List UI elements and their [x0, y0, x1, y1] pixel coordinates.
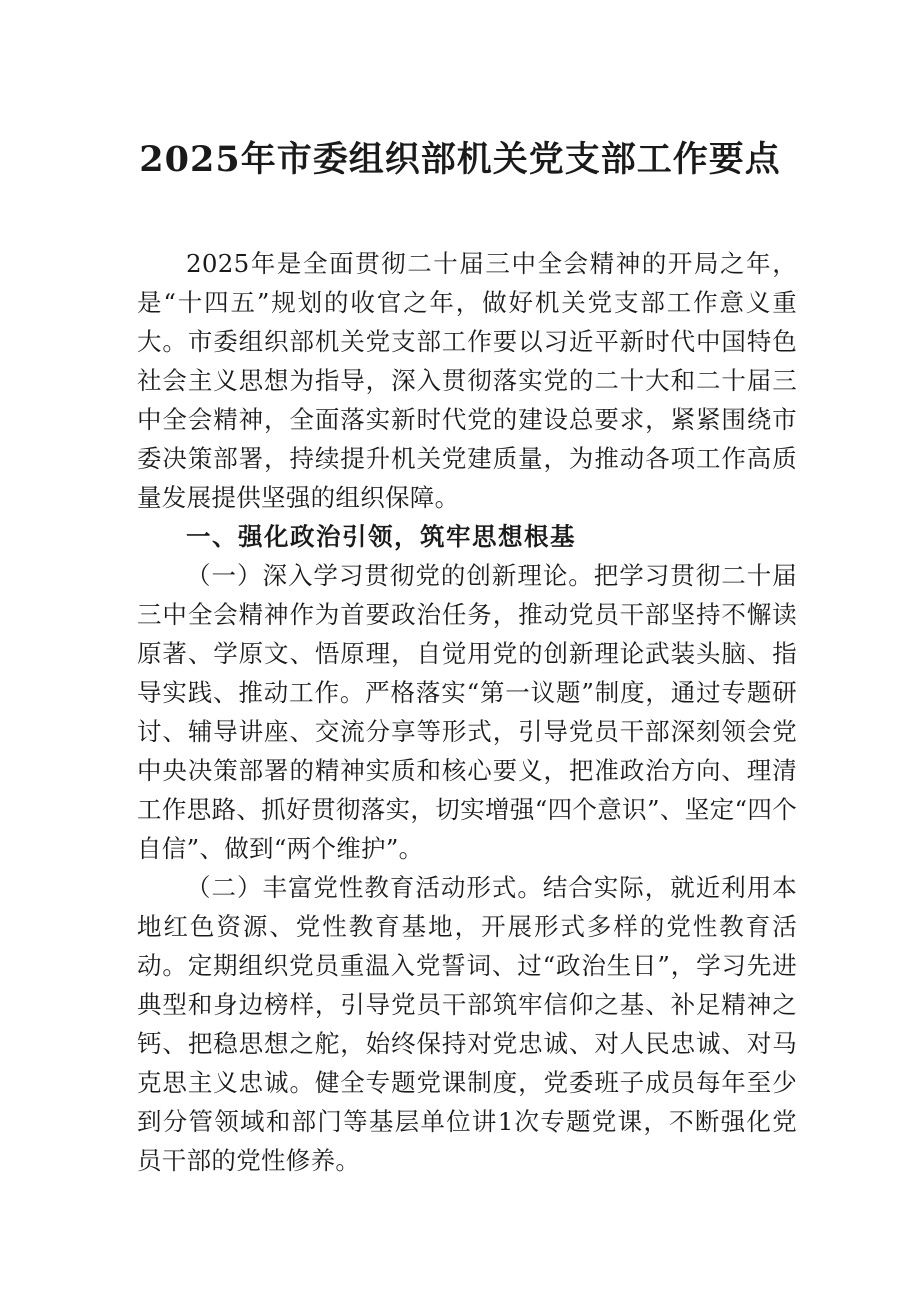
section-1-item-2: （二）丰富党性教育活动形式。结合实际，就近利用本地红色资源、党性教育基地，开展形式多样的党性教育活动。定期组织党员重温入党誓词、过“政治生日”，学习先进典型和身边榜样，引导党员干部筑牢信仰之基、补足精神之钙、把稳思想之舵，始终保持对党忠诚、对人民忠诚、对马克思主义忠诚。健全专题党课制度，党委班子成员每年至少到分管领域和部门等基层单位讲1次专题党课，不断强化党员干部的党性修养。	[137, 873, 797, 1175]
document-title: 2025年市委组织部机关党支部工作要点	[139, 139, 781, 180]
section-1-item-1: （一）深入学习贯彻党的创新理论。把学习贯彻二十届三中全会精神作为首要政治任务，推动党员干部坚持不懈读原著、学原文、悟原理，自觉用党的创新理论武装头脑、指导实践、推动工作。严格落实“第一议题”制度，通过专题研讨、辅导讲座、交流分享等形式，引导党员干部深刻领会党中央决策部署的精神实质和核心要义，把准政治方向、理清工作思路、抓好贯彻落实，切实增强“四个意识”、坚定“四个自信”、做到“两个维护”。	[137, 561, 797, 863]
section-heading-1: 一、强化政治引领，筑牢思想根基	[186, 522, 576, 551]
document-body	[137, 244, 797, 1180]
intro-paragraph: 2025年是全面贯彻二十届三中全会精神的开局之年，是“十四五”规划的收官之年，做好机关党支部工作意义重大。市委组织部机关党支部工作要以习近平新时代中国特色社会主义思想为指导，深入贯彻落实党的二十大和二十届三中全会精神，全面落实新时代党的建设总要求，紧紧围绕市委决策部署，持续提升机关党建质量，为推动各项工作高质量发展提供坚强的组织保障。	[137, 249, 797, 512]
